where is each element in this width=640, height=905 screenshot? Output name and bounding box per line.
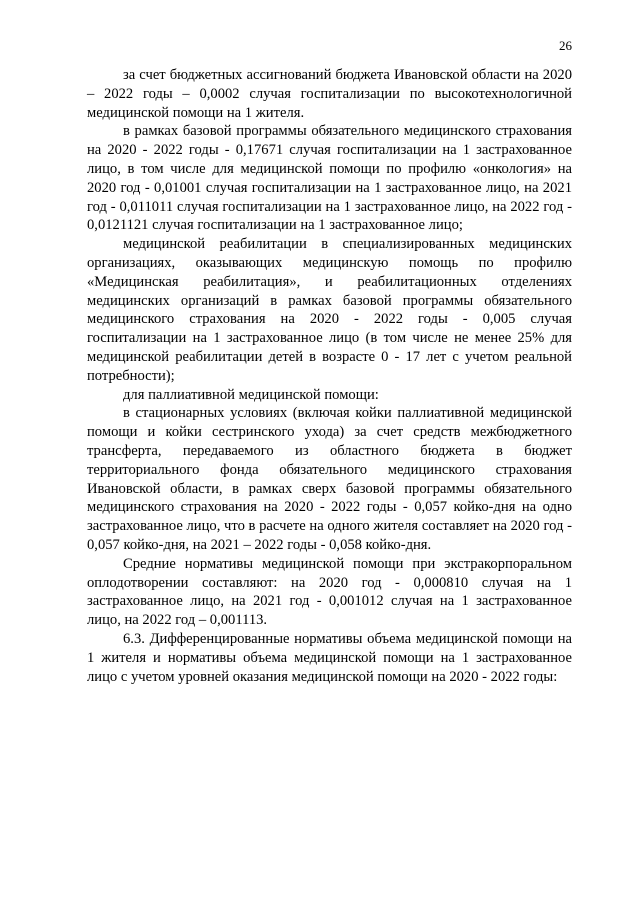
- page-number: 26: [559, 38, 572, 53]
- paragraph-basic-oms-program: в рамках базовой программы обязательного медицинского страхования на 2020 - 2022 годы - 0,17671 случая госпитализации на 1 застрахованное лицо, в том числе для медицинской помощи по профилю «онкология» на 2020 год - 0,01001 случая госпитализации на 1 застрахованное лицо, на 2021 год - 0,011011 случая госпитализации на 1 застрахованное лицо, на 2022 год - 0,0121121 случая госпитализации на 1 застрахованное лицо;: [87, 123, 572, 234]
- paragraph-ivf-norms: Средние нормативы медицинской помощи при экстракорпоральном оплодотворении составляют: на 2020 год - 0,000810 случая на 1 застрахованное лицо, на 2021 год - 0,001012 случая на 1 застрахованное лицо, на 2022 год – 0,001113.: [87, 555, 572, 629]
- document-body: [87, 66, 572, 686]
- paragraph-budget-allocations: за счет бюджетных ассигнований бюджета Ивановской области на 2020 – 2022 годы – 0,0002 случая госпитализации по высокотехнологичной медицинской помощи на 1 жителя.: [87, 67, 572, 121]
- paragraph-section-6-3: 6.3. Дифференцированные нормативы объема медицинской помощи на 1 жителя и нормативы объема медицинской помощи на 1 застрахованное лицо с учетом уровней оказания медицинской помощи на 2020 - 2022 годы:: [87, 630, 572, 685]
- paragraph-medical-rehabilitation: медицинской реабилитации в специализированных медицинских организациях, оказывающих медицинскую помощь по профилю «Медицинская реабилитация», и реабилитационных отделениях медицинских организаций в рамках базовой программы обязательного медицинского страхования на 2020 - 2022 годы - 0,005 случая госпитализации на 1 застрахованное лицо (в том числе не менее 25% для медицинской реабилитации детей в возрасте 0 - 17 лет с учетом реальной потребности);: [87, 236, 572, 384]
- paragraph-inpatient-palliative: в стационарных условиях (включая койки паллиативной медицинской помощи и койки сестринского ухода) за счет средств межбюджетного трансферта, передаваемого из областного бюджета в бюджет территориального фонда обязательного медицинского страхования Ивановской области, в рамках сверх базовой программы обязательного медицинского страхования на 2020 - 2022 годы - 0,057 койко-дня на одно застрахованное лицо, что в расчете на одного жителя составляет на 2020 год - 0,057 койко-дня, на 2021 – 2022 годы - 0,058 койко-дня.: [87, 405, 572, 553]
- paragraph-palliative-care-heading: для паллиативной медицинской помощи:: [123, 386, 379, 403]
